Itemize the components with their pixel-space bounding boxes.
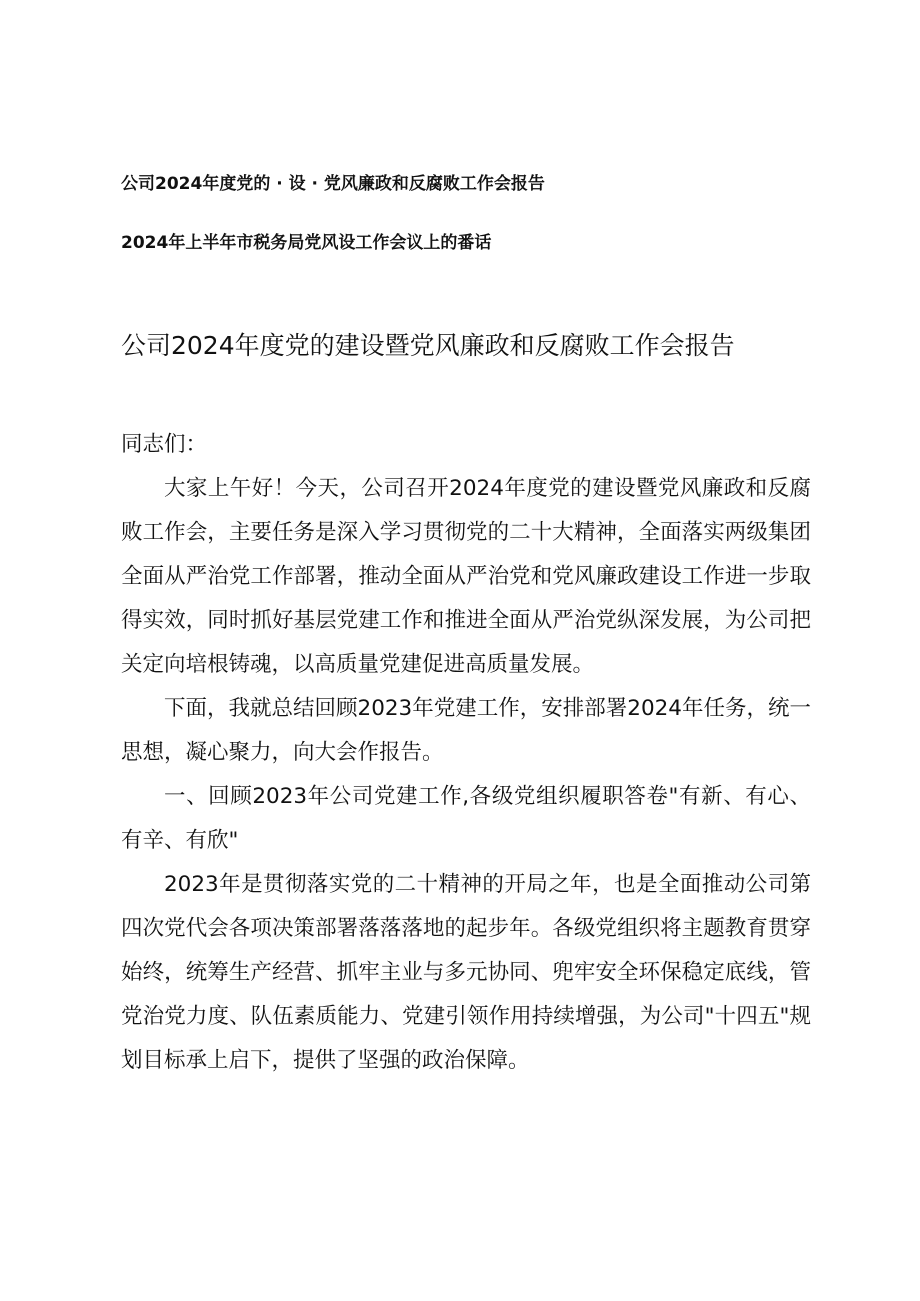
document-title: 公司2024年度党的建设暨党风廉政和反腐败工作会报告 xyxy=(121,331,735,360)
salutation: 同志们： xyxy=(121,432,208,457)
toc-item-1[interactable]: 公司2024年度党的 · 设 · 党风廉政和反腐败工作会报告 xyxy=(121,174,545,194)
paragraph-opening: 大家上午好！今天，公司召开2024年度党的建设暨党风廉政和反腐败工作会，主要任务是深入学习贯彻党的二十大精神，全面落实两级集团全面从严治党工作部署，推动全面从严治党和党风廉政建设工作进一步取得实效，同时抓好基层党建工作和推进全面从严治党纵深发展，为公司把关定向培根铸魂，以高质量党建促进高质量发展。 xyxy=(121,476,811,677)
document-body xyxy=(121,423,811,1083)
section-heading-1: 一、回顾2023年公司党建工作,各级党组织履职答卷"有新、有心、有辛、有欣" xyxy=(121,784,811,853)
toc-item-2[interactable]: 2024年上半年市税务局党风设工作会议上的番话 xyxy=(121,233,492,253)
paragraph-outline: 下面，我就总结回顾2023年党建工作，安排部署2024年任务，统一思想，凝心聚力，向大会作报告。 xyxy=(121,696,811,765)
paragraph-review: 2023年是贯彻落实党的二十精神的开局之年，也是全面推动公司第四次党代会各项决策部署落落落地的起步年。各级党组织将主题教育贯穿始终，统筹生产经营、抓牢主业与多元协同、兜牢安全环保稳定底线，管党治党力度、队伍素质能力、党建引领作用持续增强，为公司"十四五"规划目标承上启下，提供了坚强的政治保障。 xyxy=(121,872,811,1073)
